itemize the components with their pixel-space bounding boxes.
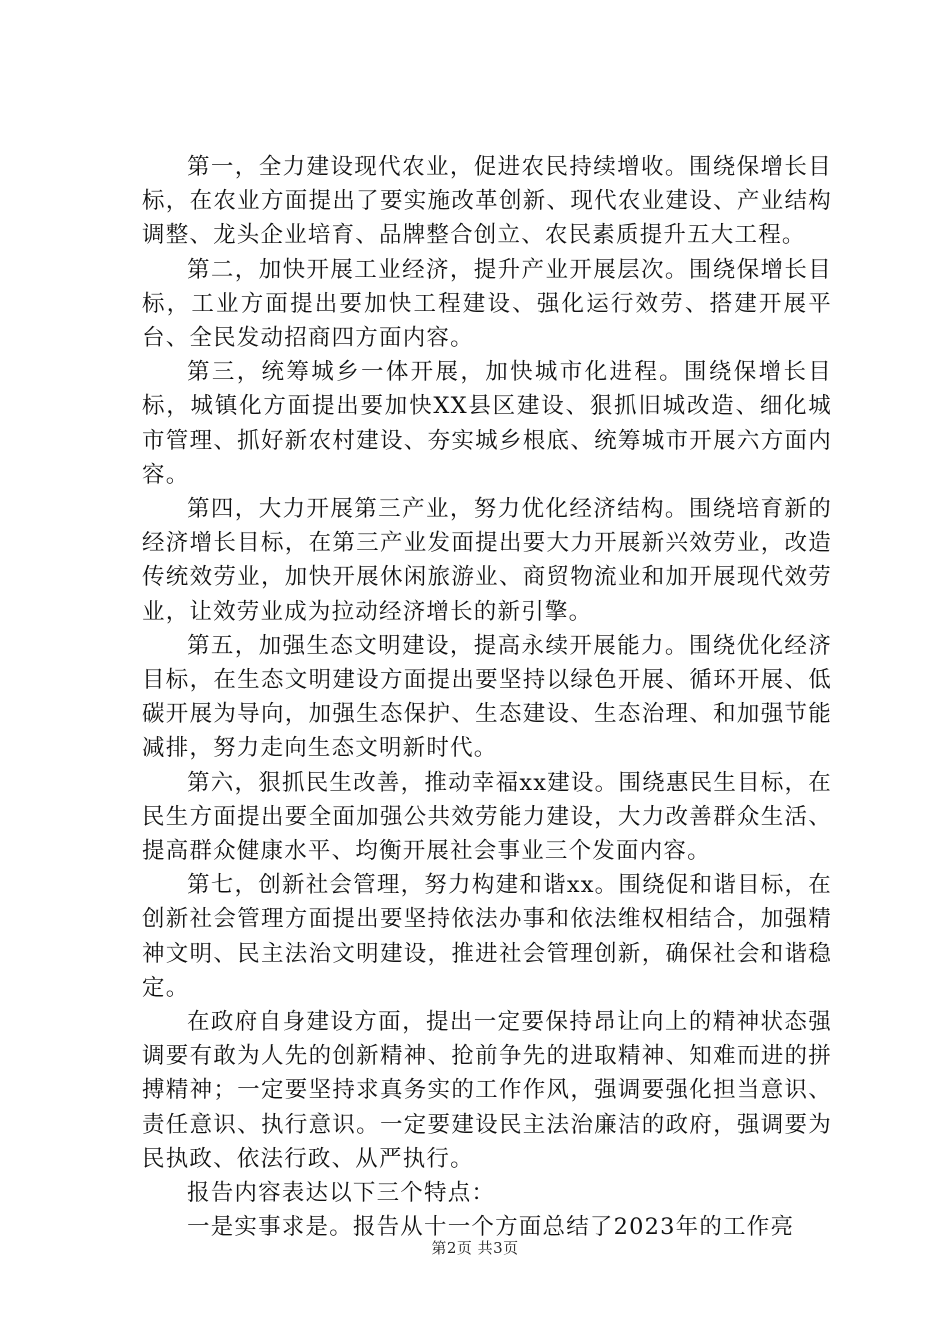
paragraph-5: 第五，加强生态文明建设，提高永续开展能力。围绕优化经济目标，在生态文明建设方面提出要坚持以绿色开展、循环开展、低碳开展为导向，加强生态保护、生态建设、生态治理、和加强节能减排，努力走向生态文明新时代。 [142, 632, 832, 762]
paragraph-2: 第二，加快开展工业经济，提升产业开展层次。围绕保增长目标，工业方面提出要加快工程建设、强化运行效劳、搭建开展平台、全民发动招商四方面内容。 [142, 256, 832, 352]
paragraph-1: 第一，全力建设现代农业，促进农民持续增收。围绕保增长目标，在农业方面提出了要实施改革创新、现代农业建设、产业结构调整、龙头企业培育、品牌整合创立、农民素质提升五大工程。 [142, 154, 832, 249]
paragraph-9: 报告内容表达以下三个特点： [187, 1180, 496, 1207]
paragraph-8: 在政府自身建设方面，提出一定要保持昂让向上的精神状态强调要有敢为人先的创新精神、抢前争先的进取精神、知难而进的拼搏精神；一定要坚持求真务实的工作作风，强调要强化担当意识、责任意识、执行意识。一定要建设民主法治廉洁的政府，强调要为民执政、依法行政、从严执行。 [142, 1009, 832, 1172]
page-number-footer: 第2页 共3页 [431, 1239, 519, 1257]
paragraph-6: 第六，狠抓民生改善，推动幸福xx建设。围绕惠民生目标，在民生方面提出要全面加强公共效劳能力建设，大力改善群众生活、提高群众健康水平、均衡开展社会事业三个发面内容。 [142, 769, 832, 865]
paragraph-4: 第四，大力开展第三产业，努力优化经济结构。围绕培育新的经济增长目标，在第三产业发面提出要大力开展新兴效劳业，改造传统效劳业，加快开展休闲旅游业、商贸物流业和加开展现代效劳业，让效劳业成为拉动经济增长的新引擎。 [142, 496, 832, 625]
paragraph-7: 第七，创新社会管理，努力构建和谐xx。围绕促和谐目标，在创新社会管理方面提出要坚持依法办事和依法维权相结合，加强精神文明、民主法治文明建设，推进社会管理创新，确保社会和谐稳定。 [142, 872, 832, 1001]
paragraph-3: 第三，统筹城乡一体开展，加快城市化进程。围绕保增长目标，城镇化方面提出要加快XX县区建设、狠抓旧城改造、细化城市管理、抓好新农村建设、夯实城乡根底、统筹城市开展六方面内容。 [142, 359, 832, 488]
paragraph-10: 一是实事求是。报告从十一个方面总结了2023年的工作亮 [187, 1214, 795, 1241]
document-body [142, 150, 832, 1245]
